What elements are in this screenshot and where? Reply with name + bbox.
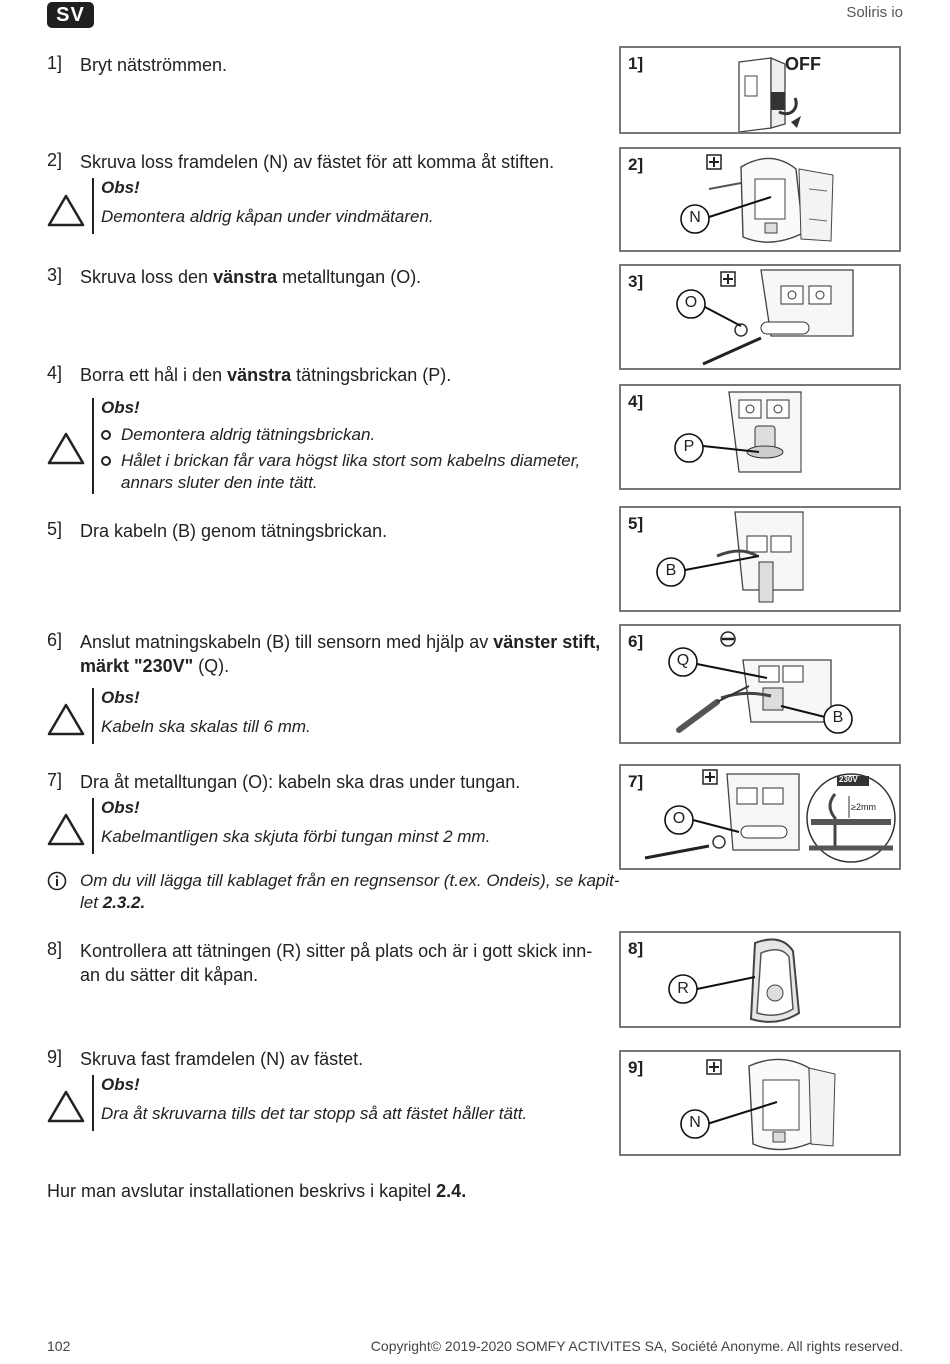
cable-through-washer-illustration bbox=[621, 508, 901, 612]
step-number: 3] bbox=[47, 265, 63, 285]
figure-number: 8] bbox=[628, 939, 644, 958]
copyright: Copyright© 2019-2020 SOMFY ACTIVITES SA, Société Anonyme. All rights reserved. bbox=[370, 1338, 903, 1354]
product-name: Soliris io bbox=[846, 4, 903, 21]
warning-bullet-text: Demontera aldrig tätningsbrickan. bbox=[121, 425, 376, 444]
figure-step-3 bbox=[619, 264, 901, 370]
seal-ring-illustration bbox=[621, 933, 901, 1028]
callout-N: N bbox=[689, 209, 701, 226]
circuit-breaker-illustration bbox=[621, 48, 901, 134]
callout-B: B bbox=[832, 709, 844, 726]
sensor-reassembly-illustration bbox=[621, 1052, 901, 1156]
callout-R: R bbox=[677, 980, 689, 997]
terminal-230v-illustration bbox=[621, 626, 901, 744]
callout-N: N bbox=[689, 1114, 701, 1131]
figure-number: 2] bbox=[628, 155, 644, 174]
warning-bullet bbox=[101, 424, 591, 446]
warning-bullet bbox=[101, 450, 591, 494]
figure-number: 9] bbox=[628, 1058, 644, 1077]
step-text: Dra åt metalltungan (O): kabeln ska dras under tungan. bbox=[80, 772, 521, 792]
step-number: 8] bbox=[47, 939, 63, 959]
warning-text: Demontera aldrig kåpan under vindmätaren. bbox=[101, 207, 434, 226]
figure-number: 5] bbox=[628, 514, 644, 533]
bullet-icon bbox=[101, 430, 111, 440]
warning-label: Obs! bbox=[101, 798, 140, 817]
step-number: 7] bbox=[47, 770, 63, 790]
warning-label: Obs! bbox=[101, 178, 140, 197]
warning-label: Obs! bbox=[101, 1075, 140, 1094]
step-number: 2] bbox=[47, 150, 63, 170]
warning-triangle-icon bbox=[47, 431, 85, 465]
warning-text: Kabeln ska skalas till 6 mm. bbox=[101, 717, 311, 736]
step-number: 9] bbox=[47, 1047, 63, 1067]
figure-step-8 bbox=[619, 931, 901, 1028]
warning-triangle-icon bbox=[47, 702, 85, 736]
figure-number: 7] bbox=[628, 772, 644, 791]
step-number: 1] bbox=[47, 53, 63, 73]
figure-step-1 bbox=[619, 46, 901, 134]
closing-text: Hur man avslutar installationen beskrivs i kapitel 2.4. bbox=[47, 1181, 467, 1201]
warning-bullet-text: Hålet i brickan får vara högst lika stort som kabelns diameter, annars sluter den inte tätt. bbox=[121, 451, 581, 492]
callout-Q: Q bbox=[676, 652, 690, 669]
warning-label: Obs! bbox=[101, 688, 140, 707]
warning-block bbox=[47, 798, 607, 854]
warning-block bbox=[47, 398, 607, 494]
step-number: 6] bbox=[47, 630, 63, 650]
figure-step-4 bbox=[619, 384, 901, 490]
info-icon bbox=[47, 871, 67, 891]
warning-block bbox=[47, 1075, 607, 1131]
warning-triangle-icon bbox=[47, 193, 85, 227]
callout-O: O bbox=[672, 810, 686, 827]
info-note bbox=[47, 870, 620, 920]
warning-bar bbox=[92, 398, 94, 494]
step-text: Skruva loss framdelen (N) av fästet för att komma åt stiften. bbox=[80, 152, 555, 172]
warning-block bbox=[47, 178, 607, 238]
metal-tongue-illustration bbox=[621, 266, 901, 370]
figure-step-6 bbox=[619, 624, 901, 744]
callout-O: O bbox=[684, 294, 698, 311]
warning-block bbox=[47, 688, 607, 744]
step-text: Borra ett hål i den vänstra tätningsbrickan (P). bbox=[80, 365, 452, 385]
warning-triangle-icon bbox=[47, 812, 85, 846]
step-number: 4] bbox=[47, 363, 63, 383]
detail-label-230v: 230V bbox=[839, 775, 858, 784]
off-label: OFF bbox=[785, 54, 821, 74]
sealing-washer-illustration bbox=[621, 386, 901, 490]
figure-number: 6] bbox=[628, 632, 644, 651]
warning-label: Obs! bbox=[101, 398, 140, 417]
figure-step-9 bbox=[619, 1050, 901, 1156]
figure-number: 4] bbox=[628, 392, 644, 411]
step-text: Dra kabeln (B) genom tätningsbrickan. bbox=[80, 521, 388, 541]
warning-bar bbox=[92, 688, 94, 744]
callout-P: P bbox=[683, 438, 695, 455]
warning-text: Dra åt skruvarna tills det tar stopp så att fästet håller tätt. bbox=[101, 1104, 528, 1123]
step-text: Anslut matningskabeln (B) till sensorn med hjälp av vänster stift, märkt "230V" (Q). bbox=[80, 632, 601, 676]
figure-step-7 bbox=[619, 764, 901, 870]
step-text: Skruva loss den vänstra metalltungan (O). bbox=[80, 267, 422, 287]
page-number: 102 bbox=[47, 1338, 71, 1354]
warning-text: Kabelmantligen ska skjuta förbi tungan minst 2 mm. bbox=[101, 827, 491, 846]
warning-bar bbox=[92, 1075, 94, 1131]
language-badge: SV bbox=[47, 2, 94, 28]
sensor-front-illustration bbox=[621, 149, 901, 252]
warning-triangle-icon bbox=[47, 1089, 85, 1123]
step-text: Kontrollera att tätningen (R) sitter på plats och är i gott skick inn- an du sätter dit kåpan. bbox=[80, 941, 593, 985]
bullet-icon bbox=[101, 456, 111, 466]
step-text: Bryt nätströmmen. bbox=[80, 55, 228, 75]
step-text: Skruva fast framdelen (N) av fästet. bbox=[80, 1049, 364, 1069]
detail-label-2mm: ≥2mm bbox=[851, 802, 876, 812]
step-number: 5] bbox=[47, 519, 63, 539]
callout-B: B bbox=[665, 562, 677, 579]
info-text: Om du vill lägga till kablaget från en regnsensor (t.ex. Ondeis), se kapit- let 2.3.2. bbox=[80, 871, 620, 912]
figure-number: 1] bbox=[628, 54, 644, 73]
figure-step-2 bbox=[619, 147, 901, 252]
warning-bar bbox=[92, 798, 94, 854]
warning-bar bbox=[92, 178, 94, 234]
figure-number: 3] bbox=[628, 272, 644, 291]
tighten-tongue-illustration bbox=[621, 766, 901, 870]
figure-step-5 bbox=[619, 506, 901, 612]
